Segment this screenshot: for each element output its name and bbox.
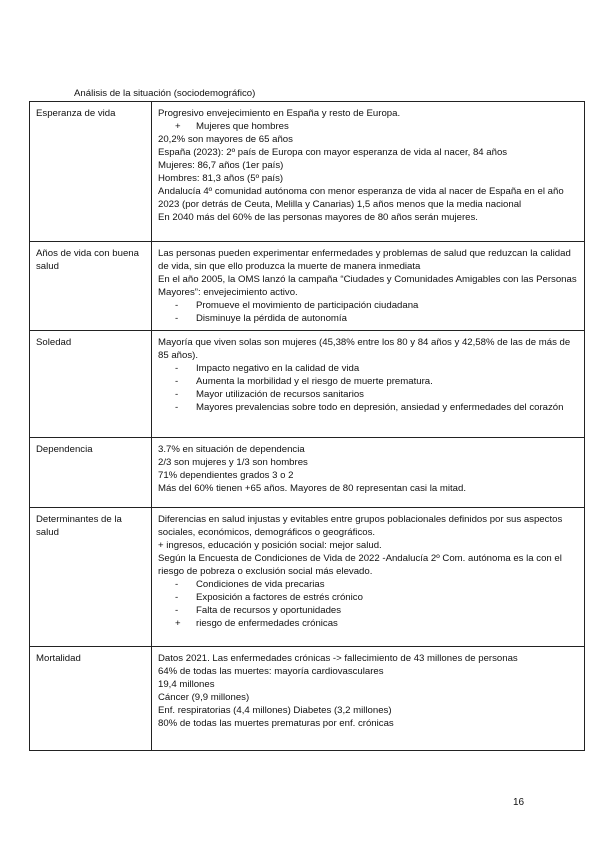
- text-line: 80% de todas las muertes prematuras por enf. crónicas: [158, 718, 394, 729]
- table-row: [30, 102, 585, 242]
- bullet-marker: +: [175, 121, 181, 132]
- table-row: [30, 508, 585, 647]
- row-label: Años de vida con buena salud: [30, 242, 152, 331]
- bullet-item: [158, 401, 579, 414]
- text-line: Andalucía 4º comunidad autónoma con menor esperanza de vida al nacer de España en el año 2023 (por detrás de Ceuta, Melilla y Canarias) 1,5 años menos que la media nacional: [158, 186, 564, 210]
- text-line: 71% dependientes grados 3 o 2: [158, 470, 294, 481]
- text-line: Más del 60% tienen +65 años. Mayores de 80 representan casi la mitad.: [158, 483, 466, 494]
- text-line: Mujeres: 86,7 años (1er país): [158, 160, 284, 171]
- bullet-item: [158, 578, 579, 591]
- text-line: Diferencias en salud injustas y evitables entre grupos poblacionales definidos por sus aspectos sociales, económicos, demográficos o geográficos.: [158, 514, 563, 538]
- table-row: [30, 331, 585, 438]
- bullet-text: Mujeres que hombres: [196, 121, 289, 132]
- row-content: [152, 438, 585, 508]
- bullet-text: riesgo de enfermedades crónicas: [196, 618, 338, 629]
- bullet-item: [158, 120, 579, 133]
- text-line: En el año 2005, la OMS lanzó la campaña “Ciudades y Comunidades Amigables con las Personas Mayores”: envejecimiento activo.: [158, 274, 577, 298]
- bullet-marker: -: [175, 300, 179, 311]
- bullet-text: Disminuye la pérdida de autonomía: [196, 313, 347, 324]
- text-line: 3.7% en situación de dependencia: [158, 444, 305, 455]
- text-line: Cáncer (9,9 millones): [158, 692, 250, 703]
- bullet-text: Falta de recursos y oportunidades: [196, 605, 342, 616]
- bullet-item: [158, 591, 579, 604]
- bullet-item: [158, 312, 579, 325]
- row-label: Soledad: [30, 331, 152, 438]
- row-content: [152, 508, 585, 647]
- row-label: Determinantes de la salud: [30, 508, 152, 647]
- bullet-item: [158, 617, 579, 630]
- bullet-text: Aumenta la morbilidad y el riesgo de muerte prematura.: [196, 376, 433, 387]
- bullet-item: [158, 388, 579, 401]
- text-line: Según la Encuesta de Condiciones de Vida de 2022 -Andalucía 2º Com. autónoma es la con el riesgo de pobreza o exclusión social más elevado.: [158, 553, 562, 577]
- situation-table: [29, 101, 585, 751]
- bullet-text: Exposición a factores de estrés crónico: [196, 592, 363, 603]
- bullet-marker: -: [175, 363, 179, 374]
- section-heading: Análisis de la situación (sociodemográfico): [74, 88, 256, 99]
- row-content: [152, 242, 585, 331]
- text-line: + ingresos, educación y posición social: mejor salud.: [158, 540, 382, 551]
- text-line: 64% de todas las muertes: mayoría cardiovasculares: [158, 666, 384, 677]
- bullet-text: Mayores prevalencias sobre todo en depresión, ansiedad y enfermedades del corazón: [196, 402, 564, 413]
- row-content: [152, 647, 585, 751]
- bullet-marker: -: [175, 605, 179, 616]
- text-line: Datos 2021. Las enfermedades crónicas -> fallecimiento de 43 millones de personas: [158, 653, 518, 664]
- text-line: Progresivo envejecimiento en España y resto de Europa.: [158, 108, 401, 119]
- table-row: [30, 438, 585, 508]
- row-label: Dependencia: [30, 438, 152, 508]
- text-line: 19,4 millones: [158, 679, 215, 690]
- bullet-marker: -: [175, 402, 179, 413]
- bullet-text: Promueve el movimiento de participación ciudadana: [196, 300, 419, 311]
- bullet-item: [158, 375, 579, 388]
- row-label: Mortalidad: [30, 647, 152, 751]
- table-row: [30, 242, 585, 331]
- text-line: En 2040 más del 60% de las personas mayores de 80 años serán mujeres.: [158, 212, 478, 223]
- bullet-marker: -: [175, 592, 179, 603]
- table-body: [30, 102, 585, 751]
- text-line: 20,2% son mayores de 65 años: [158, 134, 293, 145]
- row-label: Esperanza de vida: [30, 102, 152, 242]
- text-line: 2/3 son mujeres y 1/3 son hombres: [158, 457, 308, 468]
- text-line: Hombres: 81,3 años (5º país): [158, 173, 284, 184]
- row-content: [152, 331, 585, 438]
- text-line: Las personas pueden experimentar enfermedades y problemas de salud que reduzcan la calidad de vida, sin que ello produzca la muerte de manera inmediata: [158, 248, 571, 272]
- bullet-text: Impacto negativo en la calidad de vida: [196, 363, 360, 374]
- bullet-marker: -: [175, 579, 179, 590]
- bullet-marker: +: [175, 618, 181, 629]
- row-content: [152, 102, 585, 242]
- bullet-marker: -: [175, 389, 179, 400]
- bullet-item: [158, 604, 579, 617]
- bullet-marker: -: [175, 376, 179, 387]
- bullet-marker: -: [175, 313, 179, 324]
- bullet-item: [158, 299, 579, 312]
- bullet-text: Condiciones de vida precarias: [196, 579, 325, 590]
- page-number: 16: [513, 797, 525, 808]
- bullet-text: Mayor utilización de recursos sanitarios: [196, 389, 364, 400]
- text-line: Mayoría que viven solas son mujeres (45,38% entre los 80 y 84 años y 42,58% de las de más de 85 años).: [158, 337, 571, 361]
- bullet-item: [158, 362, 579, 375]
- text-line: Enf. respiratorias (4,4 millones) Diabetes (3,2 millones): [158, 705, 392, 716]
- table-row: [30, 647, 585, 751]
- text-line: España (2023): 2º país de Europa con mayor esperanza de vida al nacer, 84 años: [158, 147, 508, 158]
